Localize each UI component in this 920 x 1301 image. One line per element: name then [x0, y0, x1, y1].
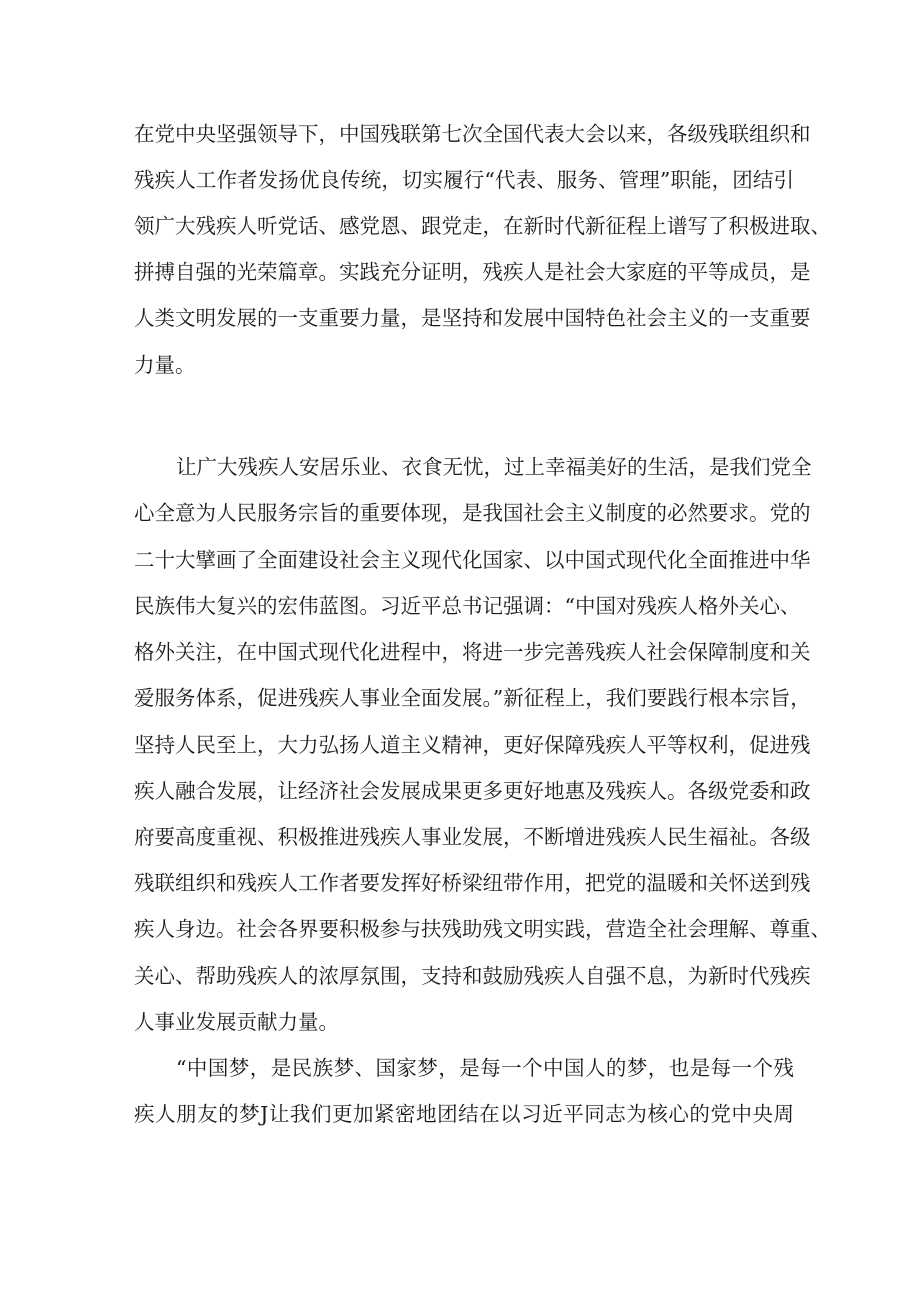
text-line: 格外关注，在中国式现代化进程中，将进一步完善残疾人社会保障制度和关 [134, 640, 811, 664]
text-line: 关心、帮助残疾人的浓厚氛围，支持和鼓励残疾人自强不息，为新时代残疾 [134, 964, 811, 988]
text-line: “中国梦，是民族梦、国家梦，是每一个中国人的梦，也是每一个残 [176, 1056, 794, 1080]
text-line: 心全意为人民服务宗旨的重要体现，是我国社会主义制度的必然要求。党的 [134, 501, 811, 525]
text-line: 人类文明发展的一支重要力量，是坚持和发展中国特色社会主义的一支重要 [134, 306, 811, 330]
text-line: 二十大擘画了全面建设社会主义现代化国家、以中国式现代化全面推进中华 [134, 548, 811, 572]
text-line: 坚持人民至上，大力弘扬人道主义精神，更好保障残疾人平等权利，促进残 [134, 733, 811, 757]
text-line: 民族伟大复兴的宏伟蓝图。习近平总书记强调：“中国对残疾人格外关心、 [134, 594, 801, 618]
text-line: 疾人朋友的梦J让我们更加紧密地团结在以习近平同志为核心的党中央周 [134, 1102, 794, 1126]
text-line: 府要高度重视、积极推进残疾人事业发展，不断增进残疾人民生福祉。各级 [134, 825, 811, 849]
text-line: 残疾人工作者发扬优良传统，切实履行“代表、服务、管理”职能，团结引 [134, 168, 794, 192]
text-line: 疾人身边。社会各界要积极参与扶残助残文明实践，营造全社会理解、尊重、 [134, 917, 831, 941]
text-line: 爱服务体系，促进残疾人事业全面发展。”新征程上，我们要践行根本宗旨， [134, 686, 811, 710]
text-line: 人事业发展贡献力量。 [134, 1010, 339, 1034]
text-line: 残联组织和残疾人工作者要发挥好桥梁纽带作用，把党的温暖和关怀送到残 [134, 871, 811, 895]
text-line: 领广大残疾人听党话、感党恩、跟党走，在新时代新征程上谱写了积极进取、 [134, 214, 831, 238]
text-line: 在党中央坚强领导下，中国残联第七次全国代表大会以来，各级残联组织和 [134, 122, 811, 146]
text-line: 拼搏自强的光荣篇章。实践充分证明，残疾人是社会大家庭的平等成员，是 [134, 260, 811, 284]
text-line: 力量。 [134, 353, 196, 377]
text-line: 让广大残疾人安居乐业、衣食无忧，过上幸福美好的生活，是我们党全 [176, 455, 812, 479]
text-line: 疾人融合发展，让经济社会发展成果更多更好地惠及残疾人。各级党委和政 [134, 779, 811, 803]
